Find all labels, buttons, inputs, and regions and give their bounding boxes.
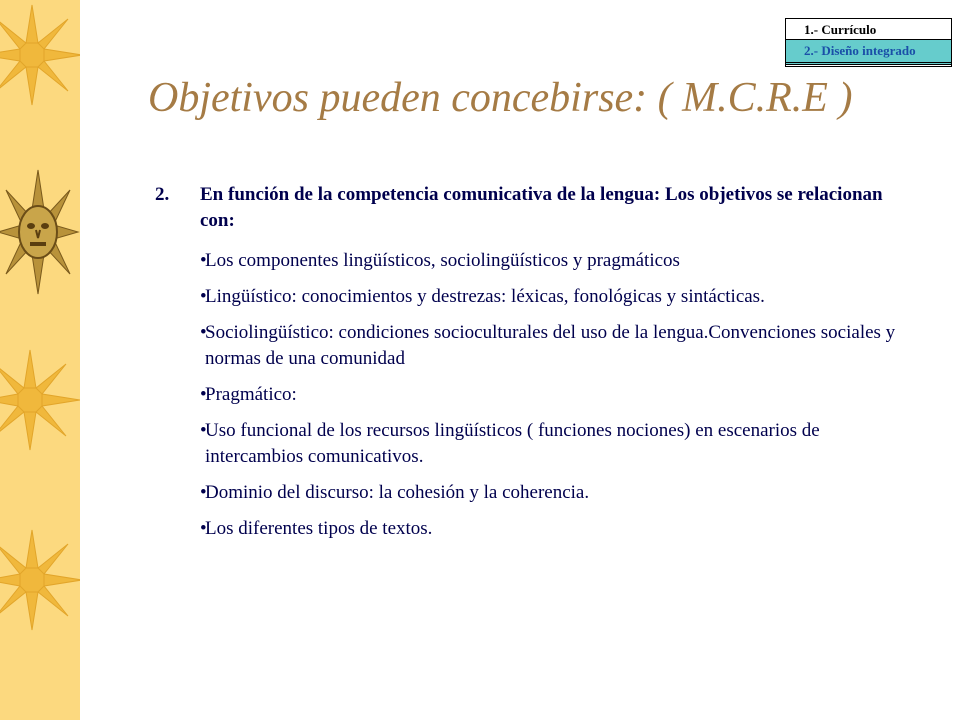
list-item xyxy=(155,516,900,542)
decorative-sidebar xyxy=(0,0,80,720)
list-item xyxy=(155,284,900,310)
bullet-icon: • xyxy=(200,286,207,307)
bullet-icon: • xyxy=(200,384,207,405)
slide-content xyxy=(155,182,900,552)
list-item-text: Los componentes lingüísticos, sociolingüísticos y pragmáticos xyxy=(205,250,680,271)
list-item xyxy=(155,248,900,274)
list-item xyxy=(155,320,900,372)
list-item-text: Los diferentes tipos de textos. xyxy=(205,518,433,539)
bullet-icon: • xyxy=(200,482,207,503)
list-item-text: Pragmático: xyxy=(205,384,297,405)
bullet-icon: • xyxy=(200,250,207,271)
bullet-icon: • xyxy=(200,518,207,539)
bullet-icon: • xyxy=(200,420,207,441)
item-text: En función de la competencia comunicativa de la lengua: Los objetivos se relacionan con: xyxy=(200,184,883,231)
list-item-text: Lingüístico: conocimientos y destrezas: léxicas, fonológicas y sintácticas. xyxy=(205,286,765,307)
numbered-item xyxy=(155,182,900,234)
bullet-icon: • xyxy=(200,322,207,343)
list-item xyxy=(155,480,900,506)
list-item-text: Dominio del discurso: la cohesión y la coherencia. xyxy=(205,482,590,503)
sun-decoration-icon xyxy=(0,0,80,720)
slide-navigation xyxy=(785,18,952,67)
slide-title: Objetivos pueden concebirse: ( M.C.R.E ) xyxy=(148,75,853,121)
list-item-text: Uso funcional de los recursos lingüísticos ( funciones nociones) en escenarios de intercambios comunicativos. xyxy=(205,420,820,467)
list-item xyxy=(155,382,900,408)
list-item-text: Sociolingüístico: condiciones socioculturales del uso de la lengua.Convenciones sociales y normas de una comunidad xyxy=(205,322,896,369)
item-number: 2. xyxy=(155,184,170,205)
list-item xyxy=(155,418,900,470)
nav-item-diseno-integrado[interactable]: 2.- Diseño integrado xyxy=(786,40,951,65)
nav-item-curriculo[interactable]: 1.- Currículo xyxy=(786,19,951,40)
